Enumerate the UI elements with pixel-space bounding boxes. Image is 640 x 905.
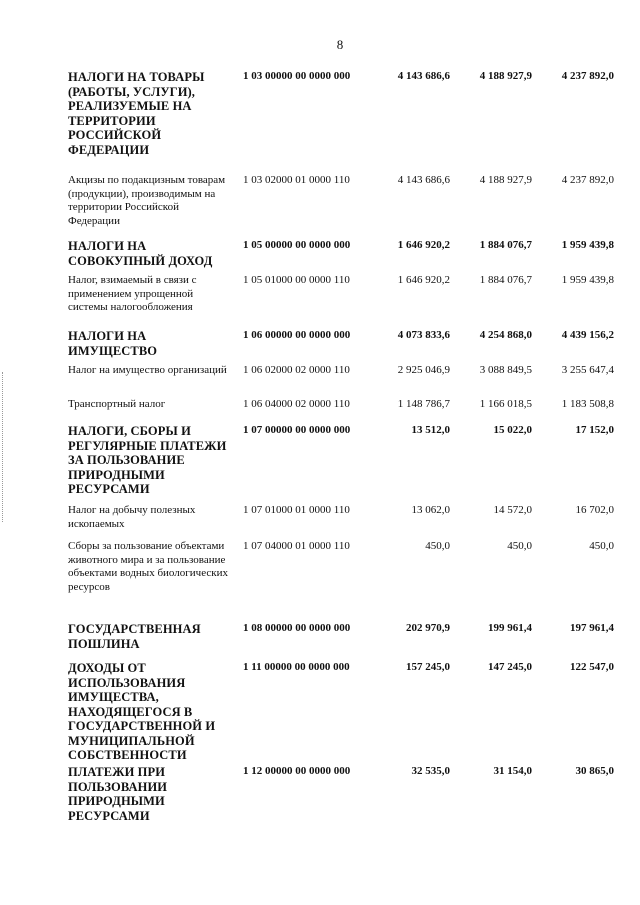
row-code: 1 08 00000 00 0000 000 bbox=[243, 622, 351, 634]
row-name: НАЛОГИ, СБОРЫ И РЕГУЛЯРНЫЕ ПЛАТЕЖИ ЗА ПОЛЬЗОВАНИЕ ПРИРОДНЫМИ РЕСУРСАМИ bbox=[68, 424, 227, 496]
row-value-1: 1 646 920,2 bbox=[397, 239, 450, 251]
row-value-3: 4 439 156,2 bbox=[561, 329, 614, 341]
row-name: Транспортный налог bbox=[68, 398, 166, 410]
row-code: 1 07 01000 01 0000 110 bbox=[243, 504, 350, 516]
row-value-2: 1 166 018,5 bbox=[479, 398, 532, 410]
row-code: 1 03 00000 00 0000 000 bbox=[243, 70, 351, 82]
row-value-3: 16 702,0 bbox=[575, 504, 614, 516]
row-value-3: 1 183 508,8 bbox=[561, 398, 614, 410]
row-value-2: 31 154,0 bbox=[493, 765, 532, 777]
row-code: 1 06 00000 00 0000 000 bbox=[243, 329, 351, 341]
row-value-1: 450,0 bbox=[425, 540, 450, 552]
row-code: 1 12 00000 00 0000 000 bbox=[243, 765, 351, 777]
row-value-2: 3 088 849,5 bbox=[479, 364, 532, 376]
row-value-1: 13 062,0 bbox=[411, 504, 450, 516]
row-value-2: 15 022,0 bbox=[493, 424, 532, 436]
row-name: ГОСУДАРСТВЕННАЯ ПОШЛИНА bbox=[68, 622, 201, 651]
row-code: 1 05 00000 00 0000 000 bbox=[243, 239, 351, 251]
row-value-3: 122 547,0 bbox=[570, 661, 614, 673]
row-code: 1 03 02000 01 0000 110 bbox=[243, 174, 350, 186]
row-code: 1 06 04000 02 0000 110 bbox=[243, 398, 350, 410]
row-value-3: 197 961,4 bbox=[570, 622, 614, 634]
row-code: 1 11 00000 00 0000 000 bbox=[243, 661, 350, 673]
row-name: Налог, взимаемый в связи с применением упрощенной системы налогообложения bbox=[68, 274, 197, 313]
row-value-3: 1 959 439,8 bbox=[561, 239, 614, 251]
row-name: Сборы за пользование объектами животного мира и за пользование объектами водных биологических ресурсов bbox=[68, 540, 228, 593]
table-row bbox=[0, 239, 640, 274]
row-value-2: 4 254 868,0 bbox=[479, 329, 532, 341]
row-name: НАЛОГИ НА ТОВАРЫ (РАБОТЫ, УСЛУГИ), РЕАЛИЗУЕМЫЕ НА ТЕРРИТОРИИ РОССИЙСКОЙ ФЕДЕРАЦИИ bbox=[68, 70, 205, 157]
row-code: 1 05 01000 00 0000 110 bbox=[243, 274, 350, 286]
row-name: ДОХОДЫ ОТ ИСПОЛЬЗОВАНИЯ ИМУЩЕСТВА, НАХОДЯЩЕГОСЯ В ГОСУДАРСТВЕННОЙ И МУНИЦИПАЛЬНОЙ СОБСТВЕННОСТИ bbox=[68, 661, 216, 762]
row-value-2: 147 245,0 bbox=[488, 661, 532, 673]
table-row bbox=[0, 329, 640, 364]
row-name: Акцизы по подакцизным товарам (продукции), производимым на территории Российской Федерации bbox=[68, 174, 226, 227]
table-row bbox=[0, 174, 640, 239]
row-name: Налог на добычу полезных ископаемых bbox=[68, 504, 196, 530]
row-value-1: 157 245,0 bbox=[406, 661, 450, 673]
row-value-3: 30 865,0 bbox=[575, 765, 614, 777]
row-code: 1 07 04000 01 0000 110 bbox=[243, 540, 350, 552]
table-row bbox=[0, 70, 640, 174]
row-name: Налог на имущество организаций bbox=[68, 364, 227, 376]
row-name: НАЛОГИ НА СОВОКУПНЫЙ ДОХОД bbox=[68, 239, 213, 268]
row-value-3: 4 237 892,0 bbox=[561, 70, 614, 82]
row-value-3: 4 237 892,0 bbox=[561, 174, 614, 186]
row-code: 1 06 02000 02 0000 110 bbox=[243, 364, 350, 376]
row-name: ПЛАТЕЖИ ПРИ ПОЛЬЗОВАНИИ ПРИРОДНЫМИ РЕСУРСАМИ bbox=[68, 765, 168, 823]
table-row bbox=[0, 540, 640, 622]
row-value-3: 450,0 bbox=[589, 540, 614, 552]
table-row bbox=[0, 661, 640, 765]
row-value-1: 4 143 686,6 bbox=[397, 174, 450, 186]
row-value-1: 4 143 686,6 bbox=[397, 70, 450, 82]
row-name: НАЛОГИ НА ИМУЩЕСТВО bbox=[68, 329, 158, 358]
table-row bbox=[0, 398, 640, 424]
row-value-1: 202 970,9 bbox=[406, 622, 450, 634]
table-row bbox=[0, 504, 640, 540]
revenue-table bbox=[0, 70, 640, 835]
table-row bbox=[0, 765, 640, 835]
row-value-1: 4 073 833,6 bbox=[397, 329, 450, 341]
table-row bbox=[0, 364, 640, 398]
table-row bbox=[0, 622, 640, 661]
table-row bbox=[0, 274, 640, 329]
row-value-2: 1 884 076,7 bbox=[479, 274, 532, 286]
row-value-2: 4 188 927,9 bbox=[479, 70, 532, 82]
row-value-1: 1 646 920,2 bbox=[397, 274, 450, 286]
page-number: 8 bbox=[336, 37, 344, 52]
row-value-3: 1 959 439,8 bbox=[561, 274, 614, 286]
row-value-3: 3 255 647,4 bbox=[561, 364, 614, 376]
row-value-3: 17 152,0 bbox=[575, 424, 614, 436]
row-value-1: 1 148 786,7 bbox=[397, 398, 450, 410]
row-value-2: 1 884 076,7 bbox=[479, 239, 532, 251]
row-value-2: 14 572,0 bbox=[493, 504, 532, 516]
row-value-2: 199 961,4 bbox=[488, 622, 532, 634]
table-row bbox=[0, 424, 640, 504]
row-value-1: 2 925 046,9 bbox=[397, 364, 450, 376]
row-value-2: 4 188 927,9 bbox=[479, 174, 532, 186]
row-code: 1 07 00000 00 0000 000 bbox=[243, 424, 351, 436]
row-value-1: 32 535,0 bbox=[411, 765, 450, 777]
row-value-1: 13 512,0 bbox=[411, 424, 450, 436]
row-value-2: 450,0 bbox=[507, 540, 532, 552]
